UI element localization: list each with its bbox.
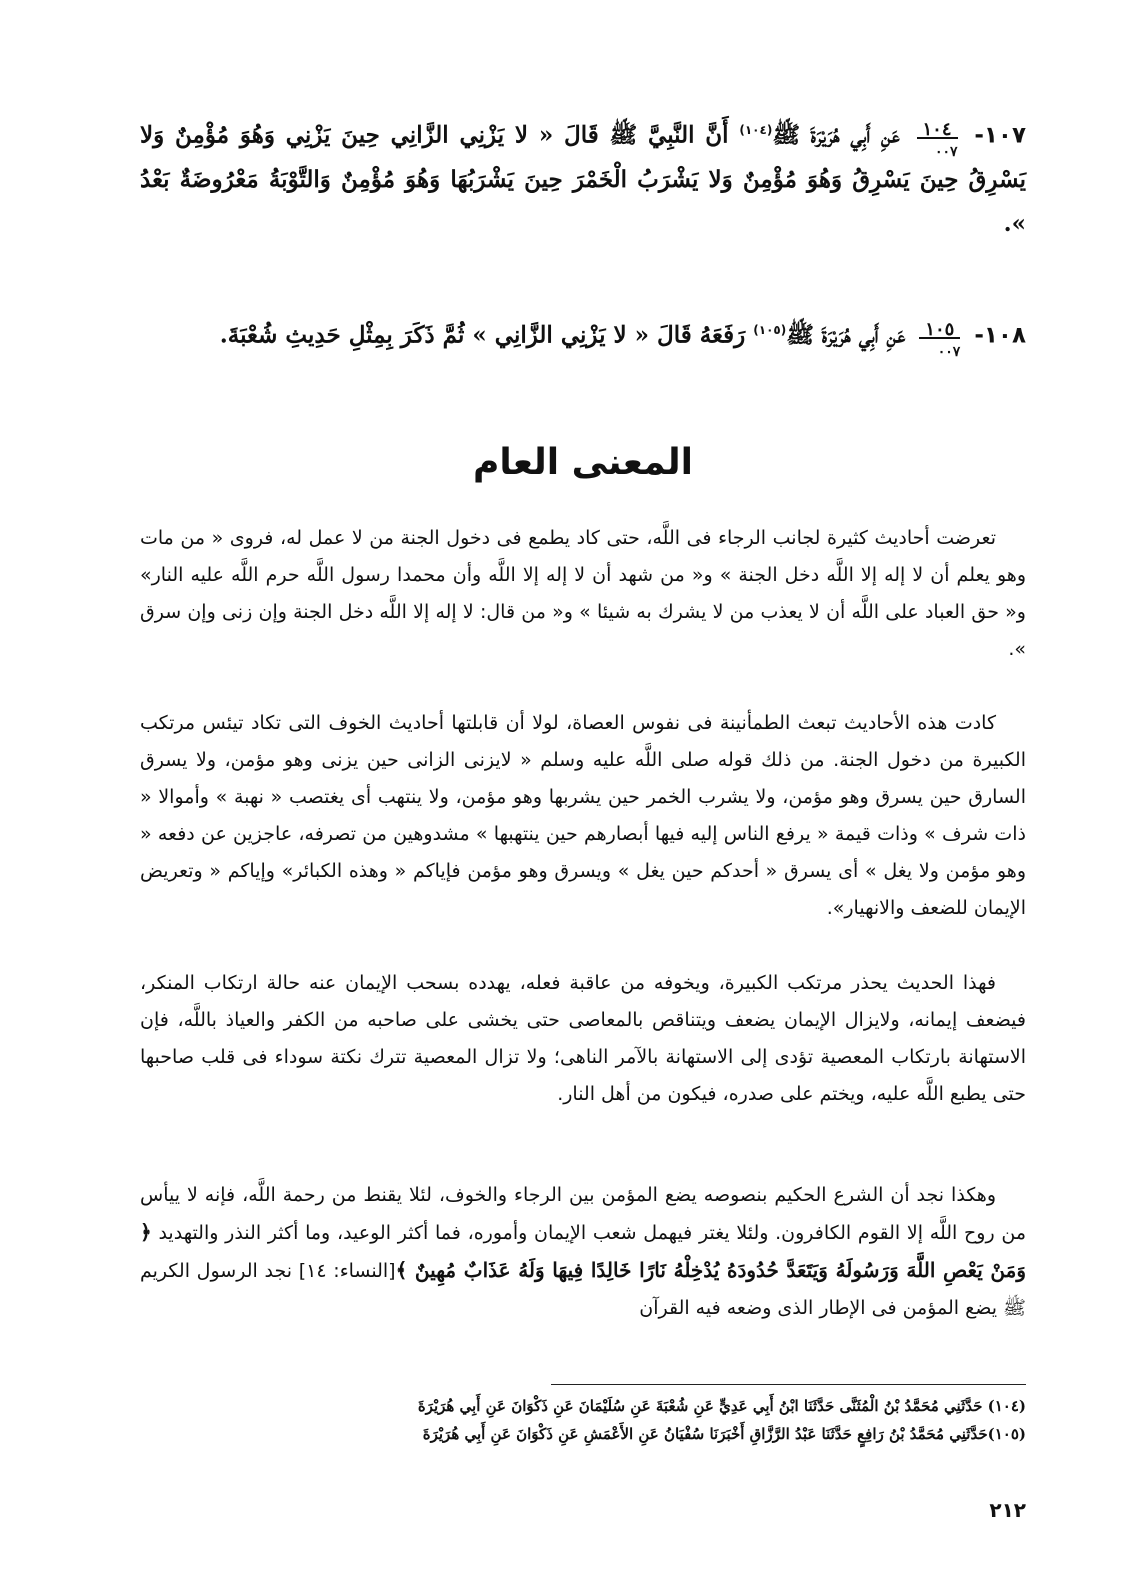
footnote-marker[interactable]: (١٠٥) (753, 323, 787, 337)
page-number: ٢١٢ (989, 1498, 1026, 1522)
verse-citation: [النساء: ١٤] (298, 1260, 396, 1282)
hadith-number: ١٠٨- (974, 322, 1026, 349)
paragraph: كادت هذه الأحاديث تبعث الطمأنينة فى نفوس العصاة، لولا أن قابلتها أحاديث الخوف التى تكاد تيئس مرتكب الكبيرة من دخول الجنة. من ذلك قوله صلى اللَّه عليه وسلم « لايزنى الزانى حين يزنى وهو مؤمن، ولا يسرق السارق حين يسرق وهو مؤمن، ولا يشرب الخمر حين يشربها وهو مؤمن، ولا ينتهب أى يغتصب « نهبة » وأموالا « ذات شرف » وذات قيمة « يرفع الناس إليه فيها أبصارهم حين ينتهبها » مشدوهين من تصرفه، عاجزين عن دفعه « وهو مؤمن ولا يغل » أى يسرق « أحدكم حين يغل » ويسرق وهو مؤمن فإياكم « وهذه الكبائر» وإياكم « وتعريض الإيمان للضعف والانهيار». (140, 712, 1026, 919)
book-page (140, 0, 1026, 1577)
hadith-narrator: عَنِ أَبِي هُرَيْرَةَ ﷺ (772, 121, 900, 149)
footnote-105: (١٠٥)حَدَّثَنِي مُحَمَّدُ بْنُ رَافِعٍ حَدَّثَنَا عَبْدُ الرَّزَّاقِ أَخْبَرَنَا سُفْيَانُ عَنِ الأَعْمَشِ عَنِ ذَكْوَانَ عَنِ أَبِي هُرَيْرَةَ (422, 1425, 1026, 1443)
hadith-cross-reference: ١٠٤ ٠٠٧ (917, 123, 958, 139)
footnote-divider (551, 1384, 1026, 1385)
paragraph-text: نجد الرسول الكريم ﷺ يضع المؤمن فى الإطار الذى وضعه فيه القرآن (140, 1260, 1026, 1319)
quran-verse: ﴿ وَمَنْ يَعْصِ اللَّهَ وَرَسُولَهُ وَيَتَعَدَّ حُدُودَهُ يُدْخِلْهُ نَارًا خَالِدًا فِيهَا وَلَهُ عَذَابٌ مُهِينٌ ﴾ (140, 1220, 1026, 1282)
paragraph-text: وهكذا نجد أن الشرع الحكيم بنصوصه يضع المؤمن بين الرجاء والخوف، لئلا يقنط من رحمة اللَّه، فإنه لا ييأس من روح اللَّه إلا القوم الكافرون. ولئلا يغتر فيهمل شعب الإيمان وأموره، فما أكثر الوعيد، وما أكثر النذر والتهديد (140, 1184, 1026, 1244)
hadith-108 (140, 308, 1026, 358)
hadith-text: أَنَّ النَّبِيَّ ﷺ قَالَ « لا يَزْنِي الزَّانِي حِينَ يَزْنِي وَهُوَ مُؤْمِنٌ وَلا يَسْرِقُ حِينَ يَسْرِقُ وَهُوَ مُؤْمِنٌ وَلا يَشْرَبُ الْخَمْرَ حِينَ يَشْرَبُهَا وَهُوَ مُؤْمِنٌ وَالتَّوْبَةُ مَعْرُوضَةٌ بَعْدُ ». (140, 121, 1026, 237)
paragraph (140, 1177, 1026, 1327)
hadith-text: رَفَعَهُ قَالَ « لا يَزْنِي الزَّانِي » ثُمَّ ذَكَرَ بِمِثْلِ حَدِيثِ شُعْبَةَ. (219, 321, 746, 349)
hadith-narrator: عَنِ أَبِي هُرَيْرَةَ ﷺ (786, 321, 906, 349)
paragraph: فهذا الحديث يحذر مرتكب الكبيرة، ويخوفه من عاقبة فعله، يهدده بسحب الإيمان عنه حالة ارتكاب المنكر، فيضعف إيمانه، ولايزال الإيمان يضعف ويتناقص بالمعاصى حتى يخشى على صاحبه من الكفر والعياذ باللَّه، فإن الاستهانة بارتكاب المعصية تؤدى إلى الاستهانة بالآمر الناهى؛ ولا تزال المعصية تترك نكتة سوداء فى قلب صاحبها حتى يطبع اللَّه عليه، ويختم على صدره، فيكون من أهل النار. (140, 972, 1026, 1105)
hadith-cross-reference: ١٠٥ ٠٠٧ (919, 323, 960, 339)
footnote-marker[interactable]: (١٠٤) (739, 123, 773, 137)
footnotes (140, 1392, 1026, 1448)
hadith-number: ١٠٧- (974, 122, 1026, 149)
section-title: المعنى العام (472, 442, 694, 483)
paragraph: تعرضت أحاديث كثيرة لجانب الرجاء فى اللَّه، حتى كاد يطمع فى دخول الجنة من لا عمل له، فروى « من مات وهو يعلم أن لا إله إلا اللَّه دخل الجنة » و« من شهد أن لا إله إلا اللَّه وأن محمدا رسول اللَّه حرم اللَّه عليه النار» و« حق العباد على اللَّه أن لا يعذب من لا يشرك به شيئا » و« من قال: لا إله إلا اللَّه دخل الجنة وإن زنى وإن سرق ». (140, 527, 1026, 660)
footnote-104: (١٠٤) حَدَّثَنِي مُحَمَّدُ بْنُ الْمُثَنَّى حَدَّثَنَا ابْنُ أَبِي عَدِيٍّ عَنِ شُعْبَةَ عَنِ سُلَيْمَانَ عَنِ ذَكْوَانَ عَنِ أَبِي هُرَيْرَةَ (417, 1397, 1026, 1415)
hadith-107 (140, 108, 1026, 246)
